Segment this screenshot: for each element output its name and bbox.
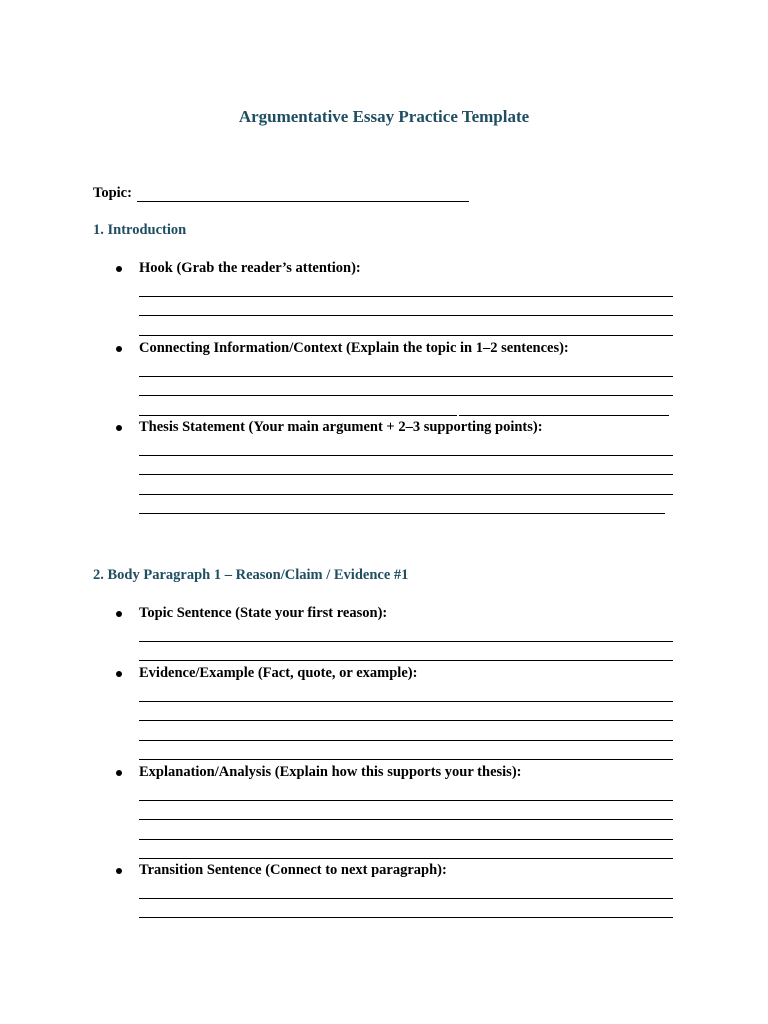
answer-line[interactable] (139, 879, 673, 899)
item-label: Hook (Grab the reader’s attention): (139, 260, 361, 276)
bullet-icon (116, 868, 122, 874)
item-label: Evidence/Example (Fact, quote, or example): (139, 665, 418, 681)
item-thesis (115, 418, 675, 514)
answer-line[interactable] (139, 741, 673, 761)
bullet-icon (116, 671, 122, 677)
item-topic-sentence (115, 604, 675, 661)
item-label: Explanation/Analysis (Explain how this supports your thesis): (139, 764, 522, 780)
item-transition (115, 861, 675, 918)
page-title: Argumentative Essay Practice Template (238, 107, 530, 126)
answer-line[interactable] (139, 377, 673, 397)
answer-line[interactable] (139, 702, 673, 722)
bullet-icon (116, 611, 122, 617)
answer-line[interactable] (139, 357, 673, 377)
answer-line[interactable] (139, 801, 673, 821)
answer-line[interactable] (139, 396, 457, 416)
item-label: Thesis Statement (Your main argument + 2–3 supporting points): (139, 419, 543, 435)
topic-row (93, 185, 469, 202)
topic-blank-line[interactable] (137, 187, 469, 202)
answer-line[interactable] (139, 642, 673, 662)
answer-line-split (139, 396, 673, 416)
bullet-icon (116, 425, 122, 431)
item-evidence (115, 664, 675, 760)
answer-line[interactable] (139, 820, 673, 840)
answer-line[interactable] (139, 277, 673, 297)
answer-line[interactable] (139, 297, 673, 317)
section-heading-body-paragraph-1: 2. Body Paragraph 1 – Reason/Claim / Evidence #1 (93, 567, 409, 583)
answer-line[interactable] (139, 781, 673, 801)
answer-line[interactable] (139, 475, 673, 495)
item-label: Connecting Information/Context (Explain the topic in 1–2 sentences): (139, 340, 569, 356)
bullet-icon (116, 770, 122, 776)
answer-line[interactable] (139, 840, 673, 860)
item-explanation (115, 763, 675, 859)
answer-line[interactable] (139, 622, 673, 642)
answer-line[interactable] (139, 682, 673, 702)
bullet-icon (116, 266, 122, 272)
answer-line[interactable] (139, 436, 673, 456)
answer-line[interactable] (139, 721, 673, 741)
answer-line[interactable] (139, 456, 673, 476)
topic-label: Topic: (93, 185, 132, 201)
item-context (115, 339, 675, 416)
section-heading-introduction: 1. Introduction (93, 222, 187, 238)
answer-line[interactable] (139, 899, 673, 919)
answer-line[interactable] (459, 396, 669, 416)
item-label: Topic Sentence (State your first reason): (139, 605, 388, 621)
bullet-icon (116, 346, 122, 352)
item-label: Transition Sentence (Connect to next paragraph): (139, 862, 447, 878)
answer-line[interactable] (139, 495, 665, 515)
answer-line[interactable] (139, 316, 673, 336)
item-hook (115, 259, 675, 336)
